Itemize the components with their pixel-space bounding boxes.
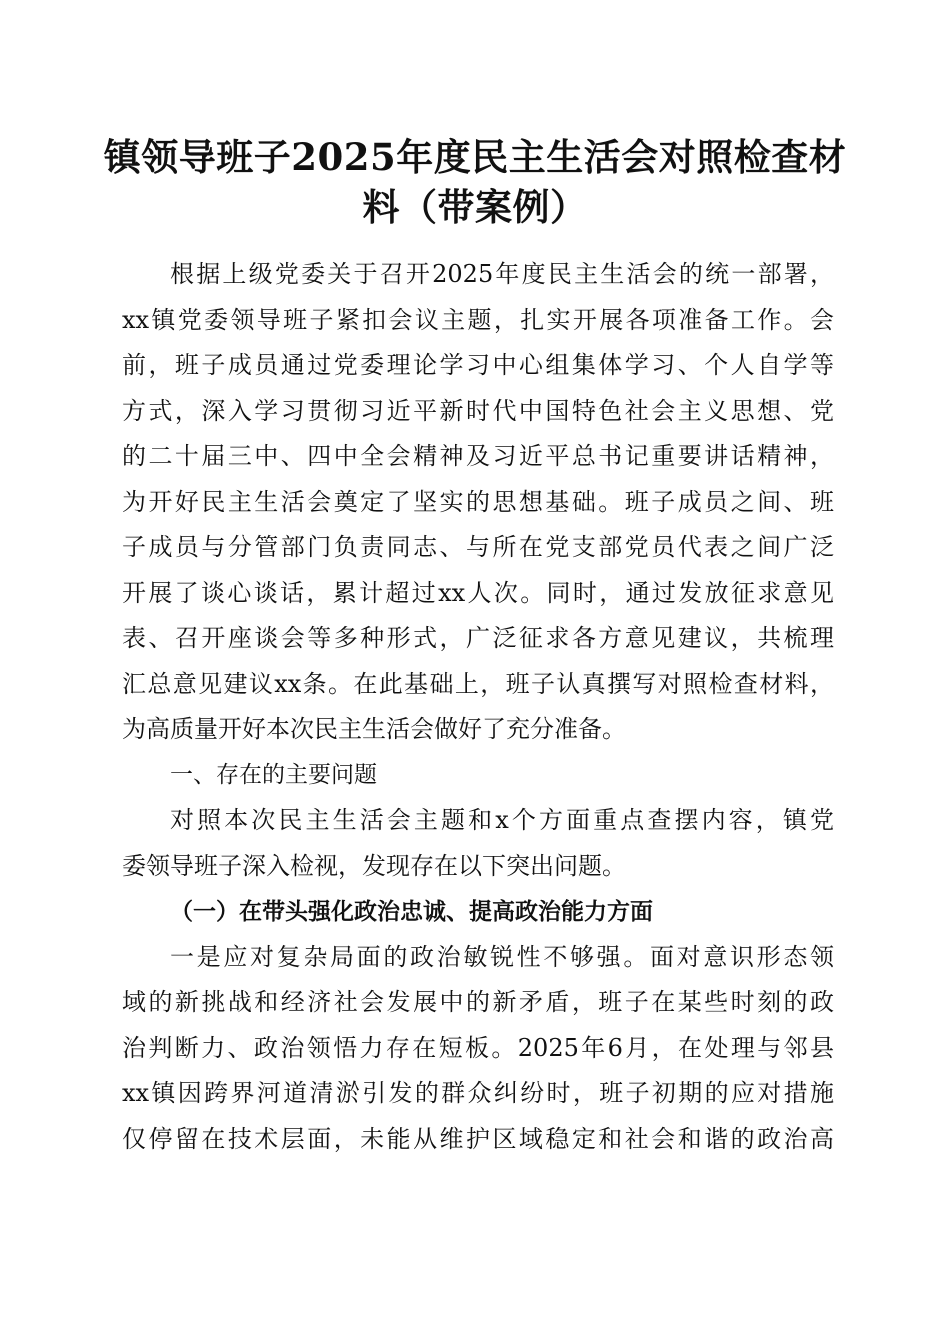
intro-line: 子成员与分管部门负责同志、与所在党支部党员代表之间广泛: [122, 533, 834, 561]
intro-line: 开展了谈心谈话，累计超过xx人次。同时，通过发放征求意见: [122, 578, 834, 607]
intro-line: 方式，深入学习贯彻习近平新时代中国特色社会主义思想、党: [122, 396, 834, 425]
title-line-1: 镇领导班子2025年度民主生活会对照检查材: [103, 135, 847, 179]
subsection-line: 仅停留在技术层面，未能从维护区域稳定和社会和谐的政治高: [122, 1124, 834, 1153]
subsection-line: xx镇因跨界河道清淤引发的群众纠纷时，班子初期的应对措施: [122, 1079, 834, 1107]
section-intro-line: 委领导班子深入检视，发现存在以下突出问题。: [122, 851, 626, 880]
intro-line: 为高质量开好本次民主生活会做好了充分准备。: [122, 715, 626, 743]
intro-line: xx镇党委领导班子紧扣会议主题，扎实开展各项准备工作。会: [122, 305, 834, 334]
subsection-heading: （一）在带头强化政治忠诚、提高政治能力方面: [170, 898, 653, 925]
intro-line: 根据上级党委关于召开2025年度民主生活会的统一部署，: [170, 260, 834, 288]
document-title: [100, 132, 850, 232]
title-line-2: 料（带案例）: [362, 185, 588, 229]
subsection-line: 域的新挑战和经济社会发展中的新矛盾，班子在某些时刻的政: [122, 988, 834, 1016]
section-intro-line: 对照本次民主生活会主题和x个方面重点查摆内容，镇党: [170, 806, 834, 834]
intro-line: 前，班子成员通过党委理论学习中心组集体学习、个人自学等: [122, 351, 834, 379]
subsection-line: 治判断力、政治领悟力存在短板。2025年6月，在处理与邻县: [122, 1033, 834, 1062]
intro-line: 汇总意见建议xx条。在此基础上，班子认真撰写对照检查材料，: [122, 669, 834, 698]
intro-line: 的二十届三中、四中全会精神及习近平总书记重要讲话精神，: [122, 442, 834, 470]
intro-line: 表、召开座谈会等多种形式，广泛征求各方意见建议，共梳理: [122, 624, 834, 652]
subsection-line: 一是应对复杂局面的政治敏锐性不够强。面对意识形态领: [170, 942, 834, 971]
document-body: [122, 252, 834, 1162]
section-heading: 一、存在的主要问题: [170, 761, 377, 788]
intro-line: 为开好民主生活会奠定了坚实的思想基础。班子成员之间、班: [122, 487, 834, 516]
